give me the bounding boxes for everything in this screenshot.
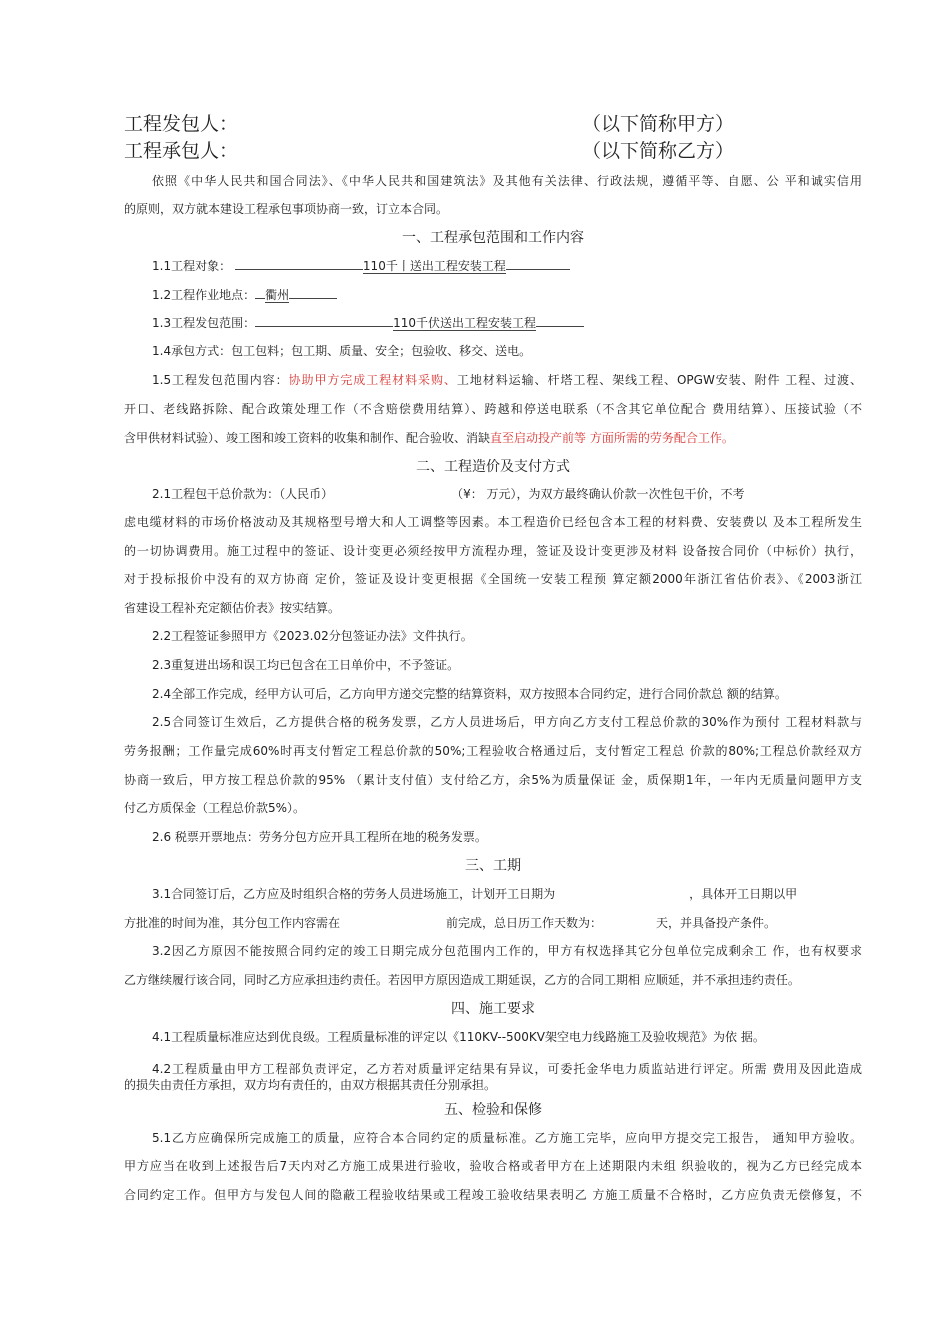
clause-1-5-line-3 <box>124 429 734 447</box>
employer-note: （以下简称甲方） <box>582 113 735 135</box>
clause-2-5-line-4: 付乙方质保金（工程总价款5%）。 <box>124 801 306 815</box>
section-3-title: 三、工期 <box>465 858 521 874</box>
blank-underline <box>255 313 393 327</box>
clause-3-1-l2c: 天，并具备投产条件。 <box>656 916 777 930</box>
clause-2-1-line-3: 的一切协调费用。施工过程中的签证、设计变更必须经按甲方流程办理，签证及设计变更涉及材料 设备按合同价（中标价）执行， <box>124 544 862 558</box>
clause-1-1 <box>152 256 570 275</box>
clause-2-1-line-1 <box>152 485 745 503</box>
contractor-label: 工程承包人： <box>124 140 239 162</box>
clause-3-1-line-2 <box>124 914 776 932</box>
clause-1-1-value: 110千丨送出工程安装工程 <box>362 259 506 273</box>
clause-3-1-rest: ，具体开工日期以甲 <box>689 887 798 901</box>
clause-3-2-line-2: 乙方继续履行该合同，同时乙方应承担违约责任。若因甲方原因造成工期延误，乙方的合同工期相 应顺延，并不承担违约责任。 <box>124 973 800 987</box>
clause-4-2-line-2: 的损失由责任方承担，双方均有责任的，由双方根据其责任分别承担。 <box>124 1078 497 1092</box>
contractor-note: （以下简称乙方） <box>582 140 735 162</box>
clause-1-3-label: 1.3工程发包范围： <box>152 316 256 330</box>
blank-underline <box>506 256 570 270</box>
clause-2-1-line-2: 虑电缆材料的市场价格波动及其规格型号增大和人工调整等因素。本工程造价已经包含本工程的材料费、安装费以 及本工程所发生 <box>124 515 862 529</box>
clause-1-2-label: 1.2工程作业地点： <box>152 288 256 302</box>
clause-2-1-lead: 2.1工程包干总价款为：（人民币） <box>152 487 334 501</box>
clause-5-1-line-2: 甲方应当在收到上述报告后7天内对乙方施工成果进行验收，验收合格或者甲方在上述期限内未组 织验收的，视为乙方已经完成本 <box>124 1159 862 1173</box>
clause-1-1-label: 1.1工程对象： <box>152 259 232 273</box>
clause-2-6: 2.6 税票开票地点：劳务分包方应开具工程所在地的税务发票。 <box>152 830 487 844</box>
clause-1-4: 1.4承包方式：包工包料；包工期、质量、安全；包验收、移交、送电。 <box>152 344 532 358</box>
clause-1-5-rest: 工地材料运输、杆塔工程、架线工程、OPGW安装、附件 工程、过渡、 <box>456 373 862 387</box>
section-2-title: 二、工程造价及支付方式 <box>416 459 570 475</box>
clause-3-1-lead: 3.1合同签订后，乙方应及时组织合格的劳务人员进场施工，计划开工日期为 <box>152 887 556 901</box>
clause-1-5-highlight: 协助甲方完成工程材料采购、 <box>288 373 457 387</box>
intro-line-1: 依照《中华人民共和国合同法》、《中华人民共和国建筑法》及其他有关法律、行政法规，遵循平等、自愿、公 平和诚实信用 <box>152 174 862 188</box>
section-1-title: 一、工程承包范围和工作内容 <box>402 230 584 246</box>
clause-2-5-line-1: 2.5合同签订生效后，乙方提供合格的税务发票，乙方人员进场后，甲方向乙方支付工程总价款的30%作为预付 工程材料款与 <box>152 715 862 729</box>
clause-3-1-line-1 <box>152 885 797 903</box>
clause-2-1-line-4: 对于投标报价中没有的双方协商 定价，签证及设计变更根据《全国统一安装工程预 算定额2000年浙江省估价表》、《2003浙江 <box>124 572 862 586</box>
clause-3-1-l2a: 方批准的时间为准，其分包工作内容需在 <box>124 916 341 930</box>
blank-underline <box>536 313 584 327</box>
employer-label: 工程发包人： <box>124 113 239 135</box>
clause-2-2: 2.2工程签证参照甲方《2023.02分包签证办法》文件执行。 <box>152 629 473 643</box>
clause-5-1-line-3: 合同约定工作。但甲方与发包人间的隐蔽工程验收结果或工程竣工验收结果表明乙 方施工质量不合格时，乙方应负责无偿修复，不 <box>124 1188 862 1202</box>
clause-4-1: 4.1工程质量标准应达到优良级。工程质量标准的评定以《110KV--500KV架空电力线路施工及验收规范》为依 据。 <box>152 1030 765 1044</box>
section-4-title: 四、施工要求 <box>451 1001 535 1017</box>
clause-2-1-line-5: 省建设工程补充定额估价表》按实结算。 <box>124 601 341 615</box>
clause-3-1-l2b: 前完成，总日历工作天数为： <box>446 916 603 930</box>
clause-1-5-l3-text: 含甲供材料试验）、竣工图和竣工资料的收集和制作、配合验收、消缺 <box>124 431 491 445</box>
clause-1-3 <box>152 313 584 332</box>
employer-line <box>124 111 744 137</box>
clause-2-5-line-3: 协商一致后，甲方按工程总价款的95% （累计支付值）支付给乙方，余5%为质量保证 金，质保期1年，一年内无质量问题甲方支 <box>124 773 862 787</box>
contractor-line <box>124 138 744 164</box>
clause-2-3: 2.3重复进出场和误工均已包含在工日单价中，不予签证。 <box>152 658 460 672</box>
clause-3-2-line-1: 3.2因乙方原因不能按照合同约定的竣工日期完成分包范围内工作的，甲方有权选择其它分包单位完成剩余工 作，也有权要求 <box>152 944 862 958</box>
clause-1-5-l3-highlight: 直至启动投产前等 方面所需的劳务配合工作。 <box>490 431 734 445</box>
clause-1-5-line-2: 开口、老线路拆除、配合政策处理工作（不含赔偿费用结算）、跨越和停送电联系（不含其它单位配合 费用结算）、压接试验（不 <box>124 402 862 416</box>
clause-1-3-value: 110千伏送出工程安装工程 <box>393 316 536 330</box>
blank-underline <box>255 285 265 299</box>
section-5-title: 五、检验和保修 <box>444 1102 542 1118</box>
clause-2-4: 2.4全部工作完成，经甲方认可后，乙方向甲方递交完整的结算资料，双方按照本合同约定，进行合同价款总 额的结算。 <box>152 687 787 701</box>
blank-underline <box>289 285 337 299</box>
clause-5-1-line-1: 5.1乙方应确保所完成施工的质量，应符合本合同约定的质量标准。乙方施工完毕，应向甲方提交完工报告， 通知甲方验收。 <box>152 1131 862 1145</box>
clause-1-2 <box>152 285 337 304</box>
clause-1-5-lead: 1.5工程发包范围内容： <box>152 373 289 387</box>
clause-1-2-value: 衢州 <box>265 288 290 302</box>
clause-2-5-line-2: 劳务报酬；工作量完成60%时再支付暂定工程总价款的50%;工程验收合格通过后，支付暂定工程总 价款的80%;工程总价款经双方 <box>124 744 862 758</box>
intro-line-2: 的原则，双方就本建设工程承包事项协商一致，订立本合同。 <box>124 202 449 216</box>
clause-1-5-line-1 <box>152 371 862 389</box>
clause-2-1-rest: （¥： 万元），为双方最终确认价款一次性包干价，不考 <box>451 487 745 501</box>
clause-4-2-line-1: 4.2工程质量由甲方工程部负责评定，乙方若对质量评定结果有异议，可委托金华电力质监站进行评定。所需 费用及因此造成 <box>152 1062 862 1076</box>
blank-underline <box>235 256 363 270</box>
